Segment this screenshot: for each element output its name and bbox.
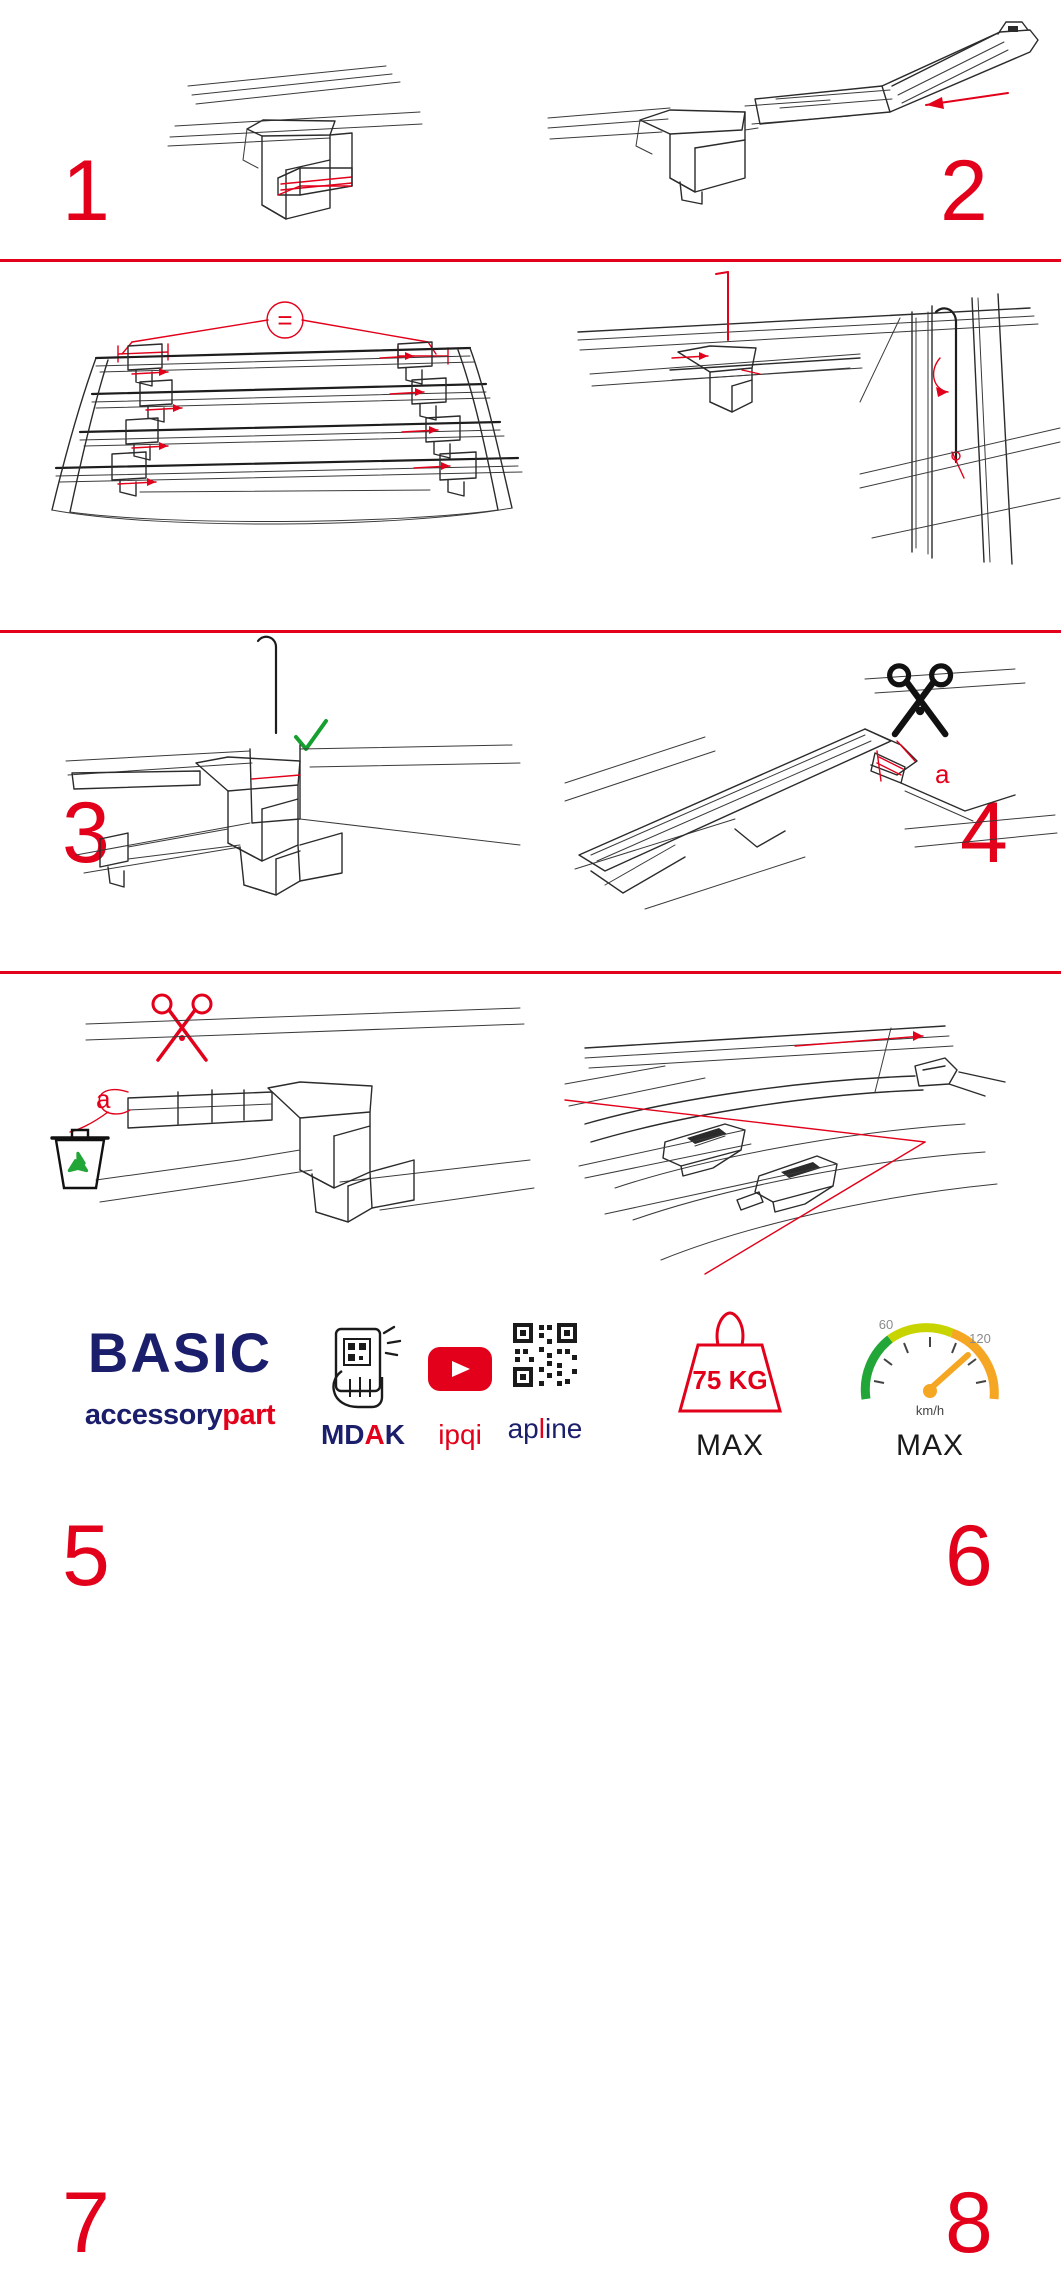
step-2 <box>530 0 1061 259</box>
label-a-step6: a <box>935 759 950 789</box>
apline-last: ine <box>545 1413 583 1444</box>
step-4-number: 4 <box>960 785 1006 881</box>
step-6-illustration <box>545 633 1061 971</box>
scissors-icon-red <box>153 995 211 1060</box>
step-7-illustration <box>0 974 545 1295</box>
mdak-first: MD <box>320 1419 365 1450</box>
step-3-number: 3 <box>62 785 108 881</box>
max-speed-caption: MAX <box>895 1429 964 1462</box>
step-3 <box>0 262 560 881</box>
mdak-accent: A <box>364 1419 385 1450</box>
logo-ipqi-label: ipqi <box>438 1419 482 1450</box>
equal-symbol: = <box>277 305 293 335</box>
step-1 <box>0 0 530 259</box>
step-8-number: 8 <box>945 2175 991 2271</box>
step-4 <box>560 262 1061 881</box>
mdak-last: K <box>384 1419 405 1450</box>
step-8-illustration <box>545 974 1061 1295</box>
max-load-caption: MAX <box>695 1429 764 1462</box>
step-5-number: 5 <box>62 1508 108 1604</box>
spec-max-load <box>640 1303 820 1463</box>
brand-basic-label: BASIC <box>87 1321 273 1384</box>
brand-accessory-text: accessory <box>84 1399 223 1431</box>
step-2-number: 2 <box>940 143 986 239</box>
step-5-illustration <box>0 633 545 971</box>
label-a-step7: a <box>96 1084 111 1114</box>
apline-accent: l <box>538 1413 545 1444</box>
step-4-illustration <box>560 262 1061 630</box>
step-6-number: 6 <box>945 1508 991 1604</box>
brand-part-text: part <box>222 1399 276 1431</box>
brand-block <box>60 1323 300 1432</box>
logo-apline[interactable] <box>465 1317 625 1445</box>
step-3-illustration <box>0 262 560 630</box>
speed-tick-60: 60 <box>878 1317 894 1332</box>
step-7-number: 7 <box>62 2175 108 2271</box>
spec-max-speed <box>840 1303 1020 1463</box>
weight-icon <box>640 1303 820 1423</box>
step-1-number: 1 <box>62 143 108 239</box>
footer <box>0 1295 1061 1500</box>
apline-first: ap <box>507 1413 539 1444</box>
speedometer-icon <box>840 1303 1020 1423</box>
qr-code-icon <box>465 1317 625 1411</box>
max-load-value: 75 KG <box>692 1365 768 1395</box>
scissors-icon <box>890 666 951 734</box>
brand-accessorypart-label <box>60 1399 300 1432</box>
speed-unit-label: km/h <box>915 1403 945 1418</box>
logo-apline-label <box>465 1413 625 1445</box>
speed-tick-120: 120 <box>969 1331 991 1346</box>
